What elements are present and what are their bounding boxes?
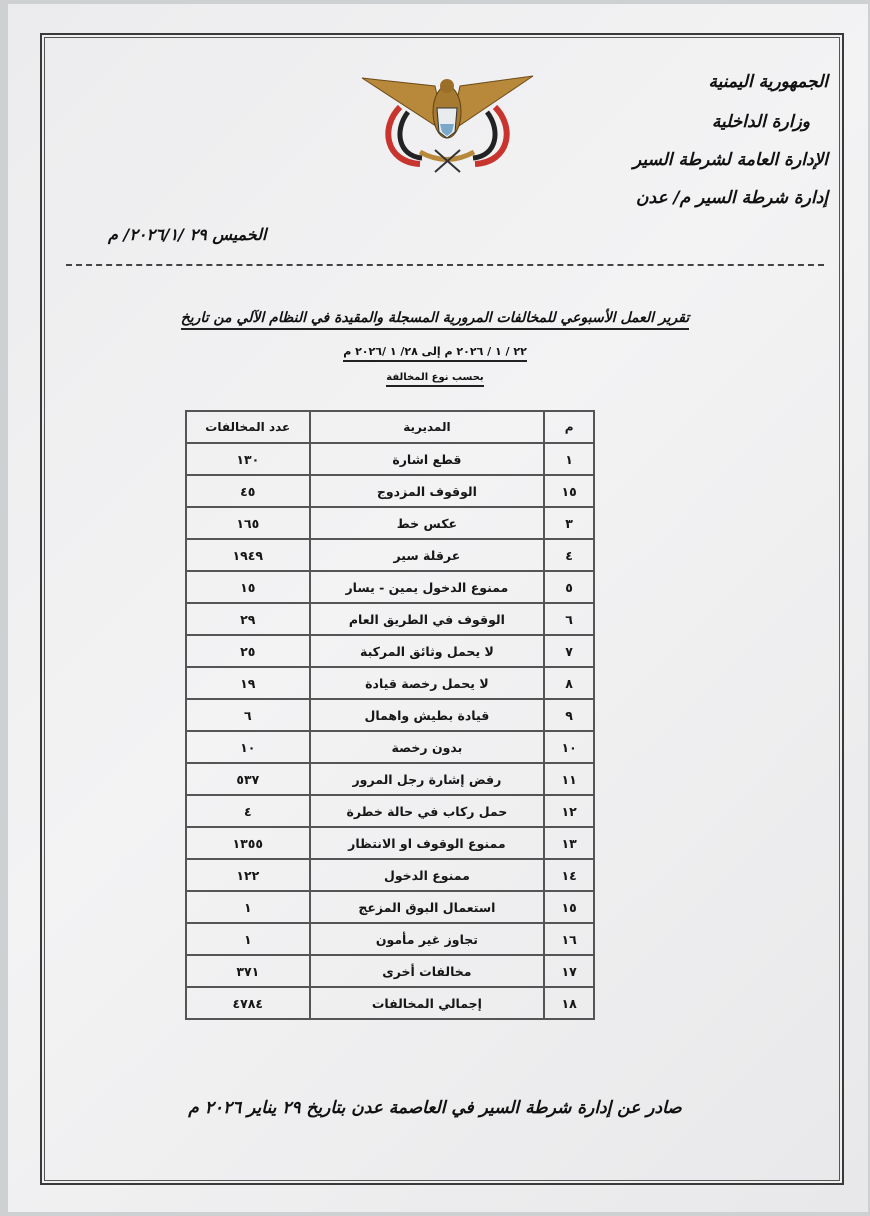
cell-violation-type: حمل ركاب في حالة خطرة bbox=[310, 795, 545, 827]
yemen-emblem-logo bbox=[360, 72, 535, 177]
cell-number: ٨ bbox=[544, 667, 594, 699]
cell-number: ٥ bbox=[544, 571, 594, 603]
header-country: الجمهورية اليمنية bbox=[708, 72, 828, 92]
cell-violation-type: لا يحمل وثائق المركبة bbox=[310, 635, 545, 667]
violations-table bbox=[185, 410, 595, 1020]
cell-violation-type: لا يحمل رخصة قيادة bbox=[310, 667, 545, 699]
header-branch: إدارة شرطة السير م/ عدن bbox=[636, 188, 828, 208]
cell-count: ١٦٥ bbox=[186, 507, 310, 539]
cell-count: ١٢٢ bbox=[186, 859, 310, 891]
table-header-row bbox=[186, 411, 594, 443]
header-ministry: وزارة الداخلية bbox=[711, 112, 810, 132]
cell-violation-type: تجاوز غير مأمون bbox=[310, 923, 545, 955]
table-row bbox=[186, 507, 594, 539]
cell-number: ١٥ bbox=[544, 891, 594, 923]
cell-count: ١٣٥٥ bbox=[186, 827, 310, 859]
cell-violation-type: إجمالي المخالفات bbox=[310, 987, 545, 1019]
cell-number: ١٨ bbox=[544, 987, 594, 1019]
cell-violation-type: بدون رخصة bbox=[310, 731, 545, 763]
document-date: الخميس ٢٩ /٢٠٢٦/١/ م bbox=[108, 225, 267, 244]
cell-number: ٩ bbox=[544, 699, 594, 731]
report-date-range-text: ٢٢ / ١ / ٢٠٢٦ م إلى ٢٨/ ١ /٢٠٢٦ م bbox=[343, 345, 527, 362]
table-row bbox=[186, 987, 594, 1019]
cell-number: ١٣ bbox=[544, 827, 594, 859]
cell-count: ١٩٤٩ bbox=[186, 539, 310, 571]
column-header-count: عدد المخالفات bbox=[186, 411, 310, 443]
cell-violation-type: ممنوع الدخول bbox=[310, 859, 545, 891]
cell-number: ٤ bbox=[544, 539, 594, 571]
table-row bbox=[186, 475, 594, 507]
cell-violation-type: مخالفات أخرى bbox=[310, 955, 545, 987]
table-row bbox=[186, 635, 594, 667]
table-row bbox=[186, 859, 594, 891]
cell-violation-type: استعمال البوق المزعج bbox=[310, 891, 545, 923]
table-row bbox=[186, 539, 594, 571]
cell-violation-type: قطع اشارة bbox=[310, 443, 545, 475]
cell-number: ٣ bbox=[544, 507, 594, 539]
cell-number: ١٢ bbox=[544, 795, 594, 827]
report-title-text: تقرير العمل الأسبوعي للمخالفات المرورية المسجلة والمقيدة في النظام الآلي من تاريخ bbox=[181, 310, 690, 330]
cell-count: ٢٩ bbox=[186, 603, 310, 635]
cell-count: ٤٥ bbox=[186, 475, 310, 507]
table-row bbox=[186, 443, 594, 475]
header-department: الإدارة العامة لشرطة السير bbox=[632, 150, 828, 170]
cell-violation-type: ممنوع الدخول يمين - يسار bbox=[310, 571, 545, 603]
cell-number: ١ bbox=[544, 443, 594, 475]
cell-count: ٣٧١ bbox=[186, 955, 310, 987]
cell-violation-type: عكس خط bbox=[310, 507, 545, 539]
cell-count: ٢٥ bbox=[186, 635, 310, 667]
table-row bbox=[186, 571, 594, 603]
table-row bbox=[186, 603, 594, 635]
cell-violation-type: رفض إشارة رجل المرور bbox=[310, 763, 545, 795]
report-subtitle bbox=[0, 372, 870, 383]
cell-violation-type: الوقوف المزدوج bbox=[310, 475, 545, 507]
cell-count: ١٣٠ bbox=[186, 443, 310, 475]
table-row bbox=[186, 667, 594, 699]
cell-count: ١٩ bbox=[186, 667, 310, 699]
table-row bbox=[186, 795, 594, 827]
cell-count: ١٥ bbox=[186, 571, 310, 603]
cell-count: ٤٧٨٤ bbox=[186, 987, 310, 1019]
cell-number: ١١ bbox=[544, 763, 594, 795]
table-row bbox=[186, 827, 594, 859]
cell-number: ١٦ bbox=[544, 923, 594, 955]
dashed-divider bbox=[66, 264, 824, 266]
cell-count: ٤ bbox=[186, 795, 310, 827]
table-row bbox=[186, 699, 594, 731]
table-row bbox=[186, 955, 594, 987]
cell-count: ١ bbox=[186, 891, 310, 923]
cell-violation-type: عرقلة سير bbox=[310, 539, 545, 571]
cell-count: ٥٣٧ bbox=[186, 763, 310, 795]
column-header-name: المديرية bbox=[310, 411, 545, 443]
table-row bbox=[186, 731, 594, 763]
report-title bbox=[0, 310, 870, 326]
column-header-number: م bbox=[544, 411, 594, 443]
report-subtitle-text: بحسب نوع المخالفة bbox=[386, 372, 483, 387]
cell-count: ١٠ bbox=[186, 731, 310, 763]
table-row bbox=[186, 923, 594, 955]
table-row bbox=[186, 891, 594, 923]
table-row bbox=[186, 763, 594, 795]
cell-violation-type: الوقوف في الطريق العام bbox=[310, 603, 545, 635]
cell-number: ٦ bbox=[544, 603, 594, 635]
footer-issued-note: صادر عن إدارة شرطة السير في العاصمة عدن بتاريخ ٢٩ يناير ٢٠٢٦ م bbox=[188, 1098, 682, 1118]
cell-number: ١٥ bbox=[544, 475, 594, 507]
cell-count: ٦ bbox=[186, 699, 310, 731]
report-date-range bbox=[0, 345, 870, 358]
cell-count: ١ bbox=[186, 923, 310, 955]
cell-number: ١٠ bbox=[544, 731, 594, 763]
cell-number: ٧ bbox=[544, 635, 594, 667]
table-body bbox=[186, 443, 594, 1019]
cell-violation-type: قيادة بطيش واهمال bbox=[310, 699, 545, 731]
cell-number: ١٤ bbox=[544, 859, 594, 891]
cell-violation-type: ممنوع الوقوف او الانتظار bbox=[310, 827, 545, 859]
cell-number: ١٧ bbox=[544, 955, 594, 987]
